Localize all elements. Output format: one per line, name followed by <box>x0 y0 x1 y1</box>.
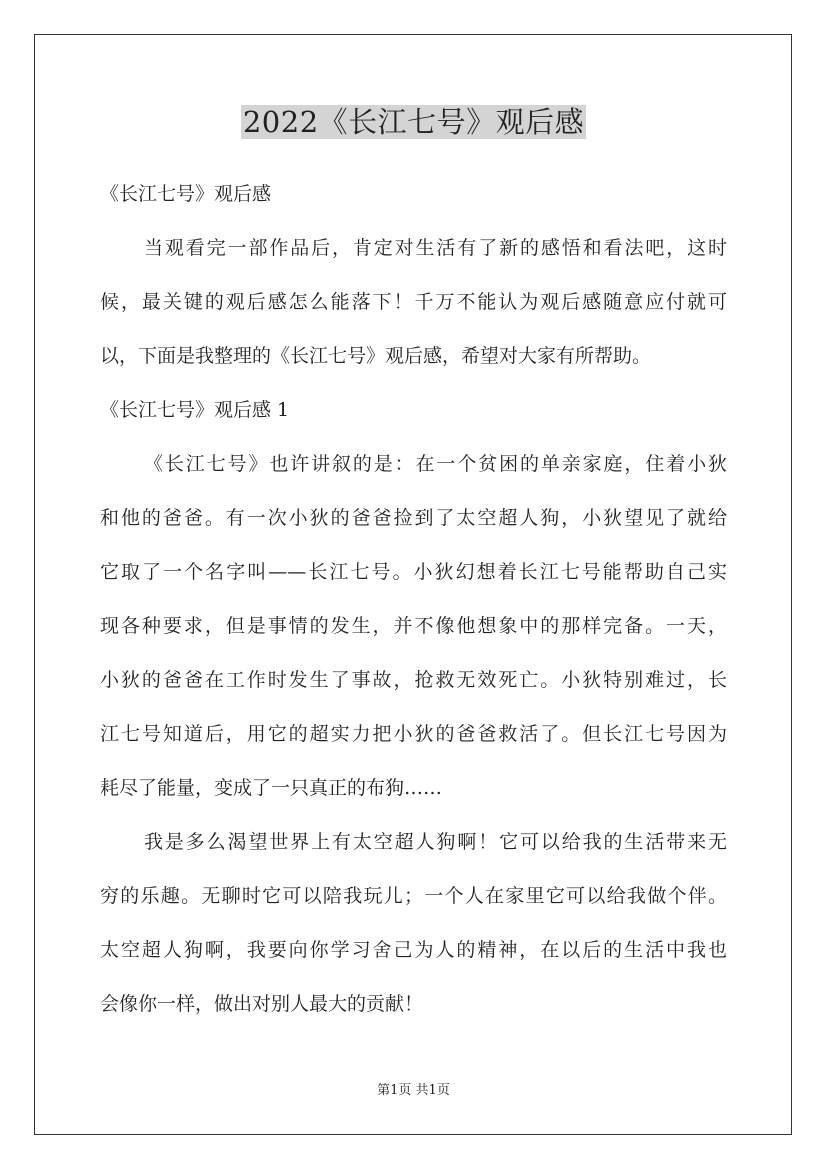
para1-line-1: 《长江七号》也许讲叙的是：在一个贫困的单亲家庭，住着小狄 <box>144 453 727 475</box>
document-title-text: 2022《长江七号》观后感 <box>242 105 585 139</box>
para2-line-3: 太空超人狗啊，我要向你学习舍己为人的精神，在以后的生活中我也 <box>100 939 727 961</box>
para2-line-2: 穷的乐趣。无聊时它可以陪我玩儿；一个人在家里它可以给我做个伴。 <box>100 885 727 907</box>
intro-line-3: 以，下面是我整理的《长江七号》观后感，希望对大家有所帮助。 <box>100 345 652 367</box>
page-footer: 第1页 共1页 <box>377 1083 450 1098</box>
para2-line-4: 会像你一样，做出对别人最大的贡献！ <box>100 993 424 1015</box>
document-subtitle: 《长江七号》观后感 <box>100 183 272 205</box>
document-title <box>0 100 827 144</box>
section-heading: 《长江七号》观后感 1 <box>100 399 290 421</box>
para2-line-1: 我是多么渴望世界上有太空超人狗啊！它可以给我的生活带来无 <box>144 831 727 853</box>
para1-line-6: 江七号知道后，用它的超实力把小狄的爸爸救活了。但长江七号因为 <box>100 723 727 745</box>
intro-line-2: 候，最关键的观后感怎么能落下！千万不能认为观后感随意应付就可 <box>100 291 727 313</box>
para1-line-2: 和他的爸爸。有一次小狄的爸爸捡到了太空超人狗，小狄望见了就给 <box>100 507 727 529</box>
para1-line-4: 现各种要求，但是事情的发生，并不像他想象中的那样完备。一天， <box>100 615 727 637</box>
para1-line-7: 耗尽了能量，变成了一只真正的布狗…… <box>100 777 443 799</box>
para1-line-5: 小狄的爸爸在工作时发生了事故，抢救无效死亡。小狄特别难过，长 <box>100 669 727 691</box>
intro-line-1: 当观看完一部作品后，肯定对生活有了新的感悟和看法吧，这时 <box>144 237 727 259</box>
para1-line-3: 它取了一个名字叫——长江七号。小狄幻想着长江七号能帮助自己实 <box>100 561 727 583</box>
